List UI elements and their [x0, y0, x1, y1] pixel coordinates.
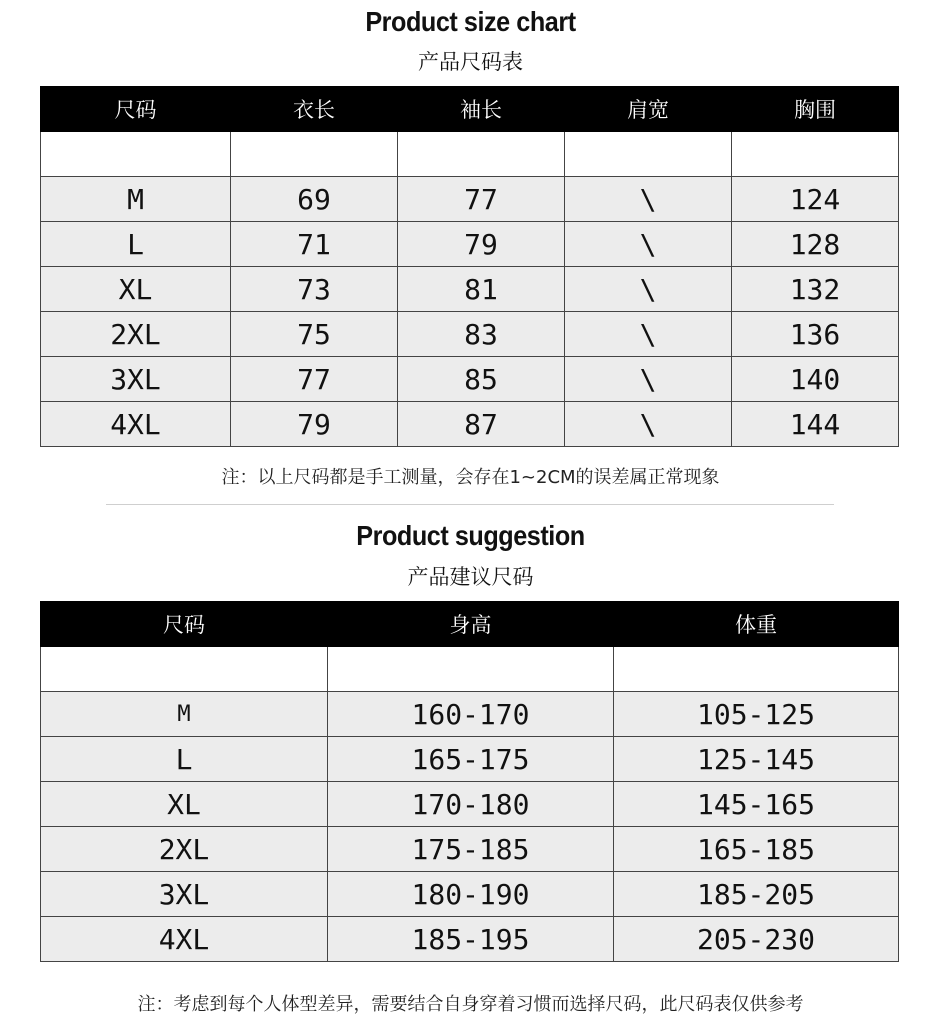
weight-cell: 165-185 — [614, 827, 899, 872]
chest-cell: 140 — [732, 357, 899, 402]
suggestion-title-cn: 产品建议尺码 — [407, 565, 534, 589]
height-cell: 175-185 — [328, 827, 614, 872]
blank-cell — [398, 132, 565, 177]
blank-cell — [565, 132, 732, 177]
shoulder-cell: \ — [565, 357, 732, 402]
suggestion-note: 注：考虑到每个人体型差异，需要结合自身穿着习惯而选择尺码，此尺码表仅供参考 — [137, 994, 804, 1015]
header-size: 尺码 — [41, 87, 231, 132]
header-height: 身高 — [328, 602, 614, 647]
table-row — [41, 872, 899, 917]
chest-cell: 128 — [732, 222, 899, 267]
size-chart-title-en: Product size chart — [365, 6, 576, 37]
length-cell: 77 — [231, 357, 398, 402]
sleeve-cell: 83 — [398, 312, 565, 357]
height-cell: 170-180 — [328, 782, 614, 827]
blank-cell — [732, 132, 899, 177]
blank-cell — [328, 647, 614, 692]
table-row — [41, 827, 899, 872]
size-cell: L — [41, 737, 328, 782]
weight-cell: 205-230 — [614, 917, 899, 962]
size-cell: 2XL — [41, 312, 231, 357]
size-chart-header-row — [41, 87, 899, 132]
weight-cell: 125-145 — [614, 737, 899, 782]
size-cell: M — [41, 177, 231, 222]
size-cell: XL — [41, 267, 231, 312]
table-row — [41, 177, 899, 222]
blank-cell — [41, 647, 328, 692]
height-cell: 165-175 — [328, 737, 614, 782]
shoulder-cell: \ — [565, 222, 732, 267]
header-size: 尺码 — [41, 602, 328, 647]
chest-cell: 132 — [732, 267, 899, 312]
size-cell: 4XL — [41, 402, 231, 447]
header-sleeve: 袖长 — [398, 87, 565, 132]
header-chest: 胸围 — [732, 87, 899, 132]
sleeve-cell: 85 — [398, 357, 565, 402]
length-cell: 75 — [231, 312, 398, 357]
header-length: 衣长 — [231, 87, 398, 132]
height-cell: 185-195 — [328, 917, 614, 962]
length-cell: 69 — [231, 177, 398, 222]
size-chart-table — [40, 86, 899, 447]
suggestion-table — [40, 601, 899, 962]
weight-cell: 105-125 — [614, 692, 899, 737]
weight-cell: 185-205 — [614, 872, 899, 917]
size-cell: 3XL — [41, 357, 231, 402]
size-cell: 2XL — [41, 827, 328, 872]
table-row — [41, 222, 899, 267]
size-chart-note: 注：以上尺码都是手工测量，会存在1~2CM的误差属正常现象 — [221, 467, 720, 488]
table-row — [41, 782, 899, 827]
suggestion-title-en: Product suggestion — [356, 520, 585, 551]
table-row — [41, 267, 899, 312]
blank-cell — [614, 647, 899, 692]
table-row — [41, 402, 899, 447]
header-weight: 体重 — [614, 602, 899, 647]
shoulder-cell: \ — [565, 267, 732, 312]
height-cell: 160-170 — [328, 692, 614, 737]
table-row — [41, 357, 899, 402]
height-cell: 180-190 — [328, 872, 614, 917]
chest-cell: 144 — [732, 402, 899, 447]
blank-cell — [231, 132, 398, 177]
length-cell: 73 — [231, 267, 398, 312]
header-shoulder: 肩宽 — [565, 87, 732, 132]
size-cell: 3XL — [41, 872, 328, 917]
table-row — [41, 692, 899, 737]
sleeve-cell: 77 — [398, 177, 565, 222]
size-cell: 4XL — [41, 917, 328, 962]
table-row — [41, 737, 899, 782]
size-chart-title-cn: 产品尺码表 — [418, 50, 523, 74]
length-cell: 71 — [231, 222, 398, 267]
chest-cell: 136 — [732, 312, 899, 357]
blank-row — [41, 132, 899, 177]
suggestion-header-row — [41, 602, 899, 647]
chest-cell: 124 — [732, 177, 899, 222]
blank-row — [41, 647, 899, 692]
shoulder-cell: \ — [565, 177, 732, 222]
shoulder-cell: \ — [565, 402, 732, 447]
shoulder-cell: \ — [565, 312, 732, 357]
table-row — [41, 917, 899, 962]
blank-cell — [41, 132, 231, 177]
size-cell: XL — [41, 782, 328, 827]
weight-cell: 145-165 — [614, 782, 899, 827]
size-cell: L — [41, 222, 231, 267]
size-cell: M — [41, 692, 328, 737]
sleeve-cell: 81 — [398, 267, 565, 312]
section-divider — [106, 504, 834, 505]
sleeve-cell: 79 — [398, 222, 565, 267]
table-row — [41, 312, 899, 357]
sleeve-cell: 87 — [398, 402, 565, 447]
length-cell: 79 — [231, 402, 398, 447]
